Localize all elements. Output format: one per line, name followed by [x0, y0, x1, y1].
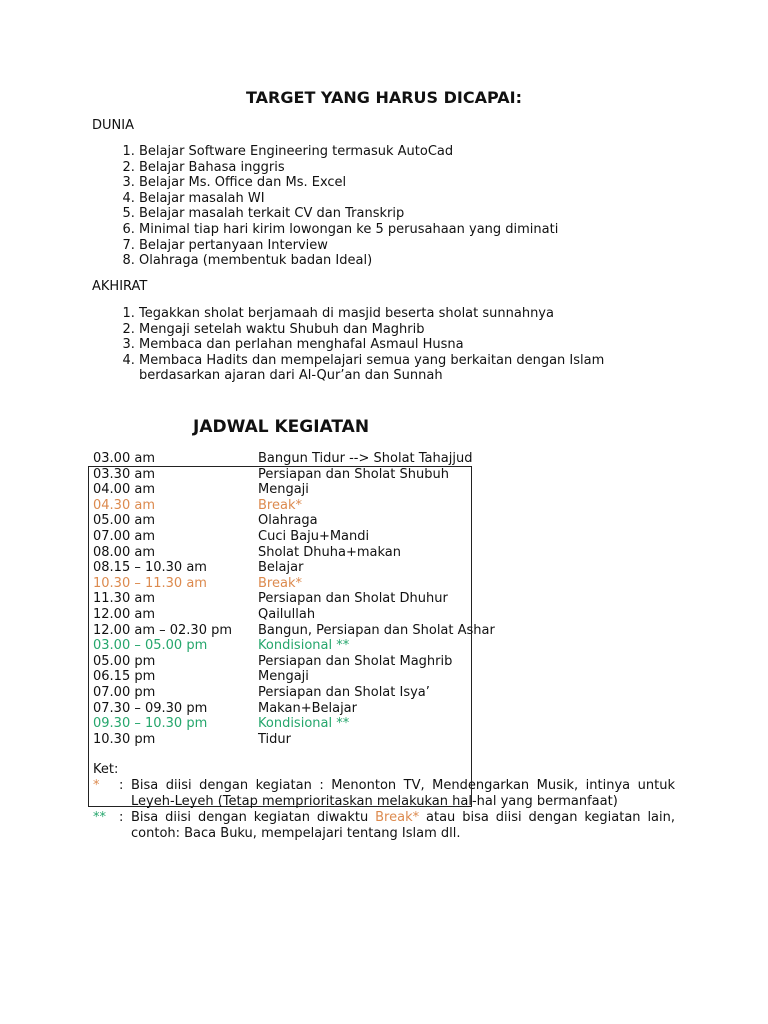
- activity-cell: Kondisional **: [258, 716, 350, 732]
- activity-cell: Persiapan dan Sholat Maghrib: [258, 653, 453, 669]
- table-row: [93, 451, 495, 467]
- time-cell: 12.00 am: [93, 606, 155, 622]
- list-item: 6. Minimal tiap hari kirim lowongan ke 5 perusahaan yang diminati: [139, 222, 558, 238]
- time-cell: 09.30 – 10.30 pm: [93, 716, 208, 732]
- activity-cell: Tidur: [258, 731, 291, 747]
- list-item: 2. Belajar Bahasa inggris: [139, 160, 558, 176]
- table-row: [93, 669, 495, 685]
- time-cell: 12.00 am – 02.30 pm: [93, 622, 233, 638]
- list-item: 2. Mengaji setelah waktu Shubuh dan Maghrib: [139, 322, 659, 338]
- time-cell: 07.00 pm: [93, 684, 156, 700]
- activity-cell: Mengaji: [258, 669, 309, 685]
- activity-cell: Break*: [258, 575, 302, 591]
- activity-cell: Break*: [258, 497, 302, 513]
- table-row: [93, 576, 495, 592]
- table-row: [93, 529, 495, 545]
- time-cell: 03.00 am: [93, 451, 155, 466]
- time-cell: 05.00 am: [93, 513, 155, 529]
- note-text-before: Bisa diisi dengan kegiatan diwaktu: [131, 810, 376, 825]
- activity-cell: Persiapan dan Sholat Shubuh: [258, 466, 449, 482]
- note-text-after: atau bisa diisi dengan kegiatan lain, contoh: Baca Buku, mempelajari tentang Islam dll.: [131, 810, 676, 841]
- activity-cell: Qailullah: [258, 606, 316, 622]
- akhirat-label: AKHIRAT: [92, 279, 148, 294]
- list-item: 7. Belajar pertanyaan Interview: [139, 238, 558, 254]
- ket-label: Ket:: [93, 762, 119, 777]
- table-row: [93, 545, 495, 561]
- time-cell: 03.30 am: [93, 466, 155, 482]
- dunia-label: DUNIA: [92, 118, 134, 133]
- time-cell: 04.30 am: [93, 497, 155, 513]
- list-item: 5. Belajar masalah terkait CV dan Transkrip: [139, 206, 558, 222]
- time-cell: 10.30 pm: [93, 731, 156, 747]
- activity-cell: Makan+Belajar: [258, 700, 357, 716]
- table-row: [93, 591, 495, 607]
- time-cell: 06.15 pm: [93, 669, 156, 685]
- table-row: [93, 638, 495, 654]
- note-text: [131, 810, 675, 842]
- table-row: [93, 498, 495, 514]
- list-item: 4. Membaca Hadits dan mempelajari semua yang berkaitan dengan Islam berdasarkan ajaran dari Al-Qur’an dan Sunnah: [139, 353, 659, 384]
- list-item: 1. Tegakkan sholat berjamaah di masjid beserta sholat sunnahnya: [139, 306, 659, 322]
- table-row: [93, 701, 495, 717]
- time-cell: 05.00 pm: [93, 653, 156, 669]
- activity-cell: Belajar: [258, 560, 304, 576]
- activity-cell: Olahraga: [258, 513, 318, 529]
- time-cell: 04.00 am: [93, 482, 155, 498]
- time-cell: 07.30 – 09.30 pm: [93, 700, 208, 716]
- list-item: 4. Belajar masalah WI: [139, 191, 558, 207]
- note-highlight: Break*: [375, 810, 420, 825]
- list-item: 1. Belajar Software Engineering termasuk AutoCad: [139, 144, 558, 160]
- table-row: [93, 513, 495, 529]
- jadwal-title: JADWAL KEGIATAN: [193, 417, 370, 437]
- activity-cell: Sholat Dhuha+makan: [258, 544, 401, 560]
- time-cell: 10.30 – 11.30 am: [93, 575, 207, 591]
- note-separator: :: [119, 810, 124, 825]
- time-cell: 08.15 – 10.30 am: [93, 560, 207, 576]
- note-symbol: *: [93, 778, 100, 793]
- list-item: 3. Belajar Ms. Office dan Ms. Excel: [139, 175, 558, 191]
- table-row: [93, 467, 495, 483]
- ket-note: [93, 810, 675, 842]
- list-item: 3. Membaca dan perlahan menghafal Asmaul Husna: [139, 337, 659, 353]
- activity-cell: Mengaji: [258, 482, 309, 498]
- table-row: [93, 623, 495, 639]
- time-cell: 11.30 am: [93, 591, 155, 607]
- note-separator: :: [119, 778, 124, 793]
- table-row: [93, 560, 495, 576]
- list-item: 8. Olahraga (membentuk badan Ideal): [139, 253, 558, 269]
- page-title: TARGET YANG HARUS DICAPAI:: [246, 88, 522, 107]
- activity-cell: Persiapan dan Sholat Isya’: [258, 684, 430, 700]
- note-text: [131, 778, 675, 810]
- time-cell: 08.00 am: [93, 544, 155, 560]
- akhirat-list: [92, 306, 659, 384]
- activity-cell: Bangun Tidur --> Sholat Tahajjud: [258, 451, 473, 466]
- table-row: [93, 654, 495, 670]
- ket-note: [93, 778, 675, 810]
- schedule-table: [93, 451, 495, 747]
- time-cell: 03.00 – 05.00 pm: [93, 638, 208, 654]
- activity-cell: Cuci Baju+Mandi: [258, 528, 370, 544]
- table-row: [93, 716, 495, 732]
- ket-section: [93, 762, 675, 842]
- table-row: [93, 685, 495, 701]
- table-row: [93, 482, 495, 498]
- table-row: [93, 732, 495, 748]
- activity-cell: Bangun, Persiapan dan Sholat Ashar: [258, 622, 495, 638]
- dunia-list: [92, 144, 558, 269]
- table-row: [93, 607, 495, 623]
- activity-cell: Kondisional **: [258, 638, 350, 654]
- activity-cell: Persiapan dan Sholat Dhuhur: [258, 591, 448, 607]
- note-text-before: Bisa diisi dengan kegiatan : Menonton TV, Mendengarkan Musik, intinya untuk Leyeh-Leyeh (Tetap memprioritaskan melakukan hal-hal yang bermanfaat): [131, 778, 675, 809]
- note-symbol: **: [93, 810, 106, 825]
- time-cell: 07.00 am: [93, 528, 155, 544]
